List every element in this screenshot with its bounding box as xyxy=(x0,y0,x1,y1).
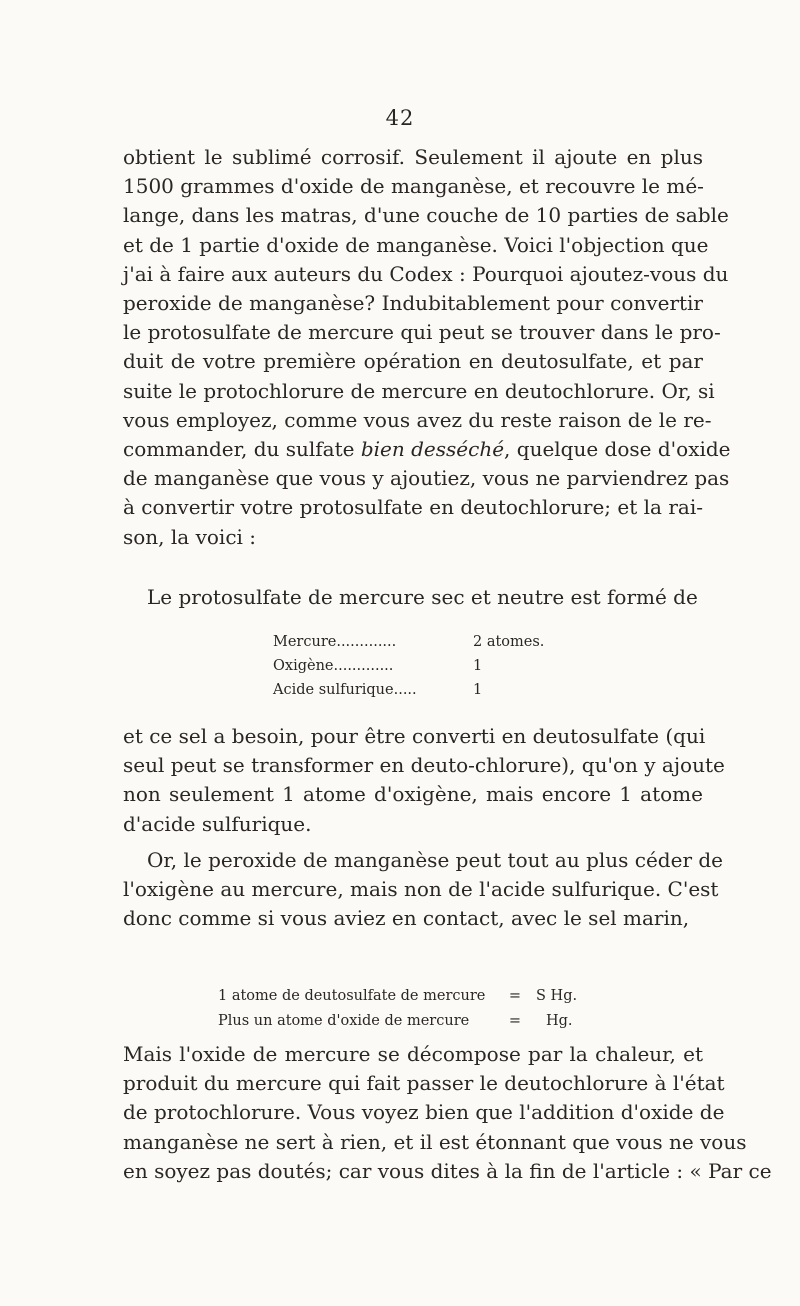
text-line: vous employez, comme vous avez du reste raison de le re- xyxy=(123,407,712,432)
text-fragment: , quelque dose d'oxide xyxy=(504,437,731,462)
equation-value: Hg. xyxy=(546,1013,573,1029)
text-line: donc comme si vous aviez en contact, avec le sel marin, xyxy=(123,906,690,931)
text-fragment: commander, du sulfate xyxy=(123,437,355,462)
table-cell-value: 1 xyxy=(473,658,483,674)
equation-sign: = xyxy=(508,988,522,1004)
table-row xyxy=(273,654,573,678)
paragraph-3 xyxy=(123,722,725,839)
text-line: à convertir votre protosulfate en deutochlorure; et la rai- xyxy=(123,495,703,520)
composition-table xyxy=(273,630,573,702)
text-line: 1500 grammes d'oxide de manganèse, et recouvre le mé- xyxy=(123,174,704,199)
text-line: duit de votre première opération en deutosulfate, et par xyxy=(123,349,703,374)
equation-value: S Hg. xyxy=(536,988,578,1004)
text-line: manganèse ne sert à rien, et il est étonnant que vous ne vous xyxy=(123,1129,747,1154)
table-row xyxy=(273,630,573,654)
text-line: obtient le sublimé corrosif. Seulement il ajoute en plus xyxy=(123,145,703,169)
text-line: seul peut se transformer en deuto-chlorure), qu'on y ajoute xyxy=(123,753,725,778)
text-line: produit du mercure qui fait passer le deutochlorure à l'état xyxy=(123,1071,725,1096)
table-cell-name: Acide sulfurique..... xyxy=(273,682,417,698)
text-line: d'acide sulfurique. xyxy=(123,811,312,836)
paragraph-5 xyxy=(123,1040,772,1186)
table-cell-name: Mercure............. xyxy=(273,634,397,650)
text-line: Le protosulfate de mercure sec et neutre est formé de xyxy=(147,585,698,609)
paragraph-2 xyxy=(123,583,703,612)
text-line: le protosulfate de mercure qui peut se trouver dans le pro- xyxy=(123,320,721,345)
text-line: lange, dans les matras, d'une couche de 10 parties de sable xyxy=(123,203,729,228)
text-line: Mais l'oxide de mercure se décompose par la chaleur, et xyxy=(123,1042,703,1066)
text-line: suite le protochlorure de mercure en deutochlorure. Or, si xyxy=(123,378,715,403)
text-line: et ce sel a besoin, pour être converti en deutosulfate (qui xyxy=(123,724,706,748)
text-line: Or, le peroxide de manganèse peut tout au plus céder de xyxy=(147,848,724,872)
text-line-mixed xyxy=(123,435,731,464)
text-line: l'oxigène au mercure, mais non de l'acide sulfurique. C'est xyxy=(123,877,719,902)
text-line: non seulement 1 atome d'oxigène, mais encore 1 atome xyxy=(123,782,703,807)
text-line: peroxide de manganèse? Indubitablement pour convertir xyxy=(123,291,703,316)
text-line: j'ai à faire aux auteurs du Codex : Pourquoi ajoutez-vous du xyxy=(123,261,729,286)
table-cell-value: 2 atomes. xyxy=(473,634,545,650)
equation-label: Plus un atome d'oxide de mercure xyxy=(218,1013,470,1029)
equation-row xyxy=(218,1009,618,1034)
text-line: en soyez pas doutés; car vous dites à la fin de l'article : « Par ce xyxy=(123,1158,772,1183)
table-cell-name: Oxigène............. xyxy=(273,658,394,674)
equation-row xyxy=(218,984,618,1009)
text-line: et de 1 partie d'oxide de manganèse. Voici l'objection que xyxy=(123,232,709,257)
paragraph-4 xyxy=(123,846,724,934)
equation-label: 1 atome de deutosulfate de mercure xyxy=(218,988,486,1004)
page-number: 42 xyxy=(385,106,415,130)
equation-block xyxy=(218,984,618,1034)
text-line: de protochlorure. Vous voyez bien que l'addition d'oxide de xyxy=(123,1100,725,1125)
equation-sign: = xyxy=(508,1013,522,1029)
text-line: son, la voici : xyxy=(123,524,257,549)
emphasis-text: bien desséché xyxy=(360,437,505,462)
table-cell-value: 1 xyxy=(473,682,483,698)
paragraph-1 xyxy=(123,143,731,552)
text-line: de manganèse que vous y ajoutiez, vous ne parviendrez pas xyxy=(123,466,730,491)
table-row xyxy=(273,678,573,702)
